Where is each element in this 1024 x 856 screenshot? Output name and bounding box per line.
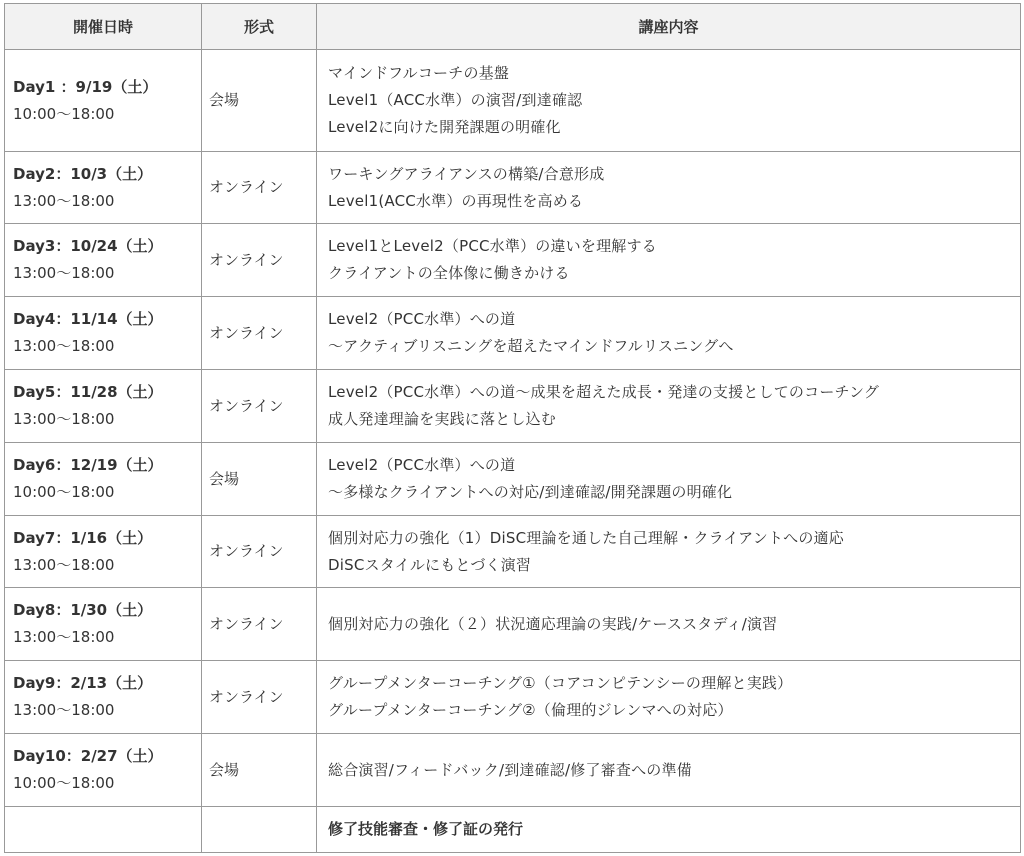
header-content: 講座内容: [317, 4, 1021, 50]
format-cell: オンライン: [202, 370, 317, 443]
day-label: Day2：10/3（土）: [13, 164, 153, 183]
format-cell: 会場: [202, 50, 317, 152]
format-cell: 会場: [202, 443, 317, 516]
session-time: 13:00〜18:00: [13, 337, 115, 355]
datetime-cell: [5, 152, 202, 224]
format-cell: オンライン: [202, 152, 317, 224]
content-cell: [317, 661, 1021, 734]
day-label: Day4：11/14（土）: [13, 310, 163, 328]
day-label: Day1 ：9/19（土）: [13, 77, 158, 96]
session-time: 10:00〜18:00: [13, 104, 115, 123]
datetime-cell: [5, 297, 202, 370]
datetime-cell: [5, 50, 202, 152]
format-cell: オンライン: [202, 588, 317, 661]
certification-text: 修了技能審査・修了証の発行: [328, 820, 524, 838]
content-cell: [317, 224, 1021, 297]
table-row: [5, 50, 1021, 152]
content-line: Level2に向けた開発課題の明確化: [328, 118, 561, 136]
content-line: グループメンターコーチング②（倫理的ジレンマへの対応）: [328, 701, 733, 719]
datetime-cell: [5, 224, 202, 297]
content-line: 成人発達理論を実践に落とし込む: [328, 410, 557, 428]
content-line: ワーキングアライアンスの構築/合意形成: [328, 164, 605, 183]
table-row: [5, 443, 1021, 516]
session-time: 13:00〜18:00: [13, 264, 115, 282]
format-cell: オンライン: [202, 224, 317, 297]
content-line: 個別対応力の強化（1）DiSC理論を通した自己理解・クライアントへの適応: [328, 528, 844, 547]
day-label: Day3：10/24（土）: [13, 237, 163, 255]
content-line: グループメンターコーチング①（コアコンピテンシーの理解と実践）: [328, 674, 793, 692]
day-label: Day5：11/28（土）: [13, 383, 163, 401]
session-time: 13:00〜18:00: [13, 701, 115, 719]
session-time: 10:00〜18:00: [13, 483, 115, 501]
format-cell: オンライン: [202, 661, 317, 734]
content-line: 〜アクティブリスニングを超えたマインドフルリスニングへ: [328, 337, 734, 355]
session-time: 10:00〜18:00: [13, 774, 115, 792]
table-row: [5, 370, 1021, 443]
content-line: Level1（ACC水準）の演習/到達確認: [328, 91, 583, 109]
content-line: Level1とLevel2（PCC水準）の違いを理解する: [328, 237, 657, 255]
format-cell: 会場: [202, 734, 317, 807]
content-line: Level1(ACC水準）の再現性を高める: [328, 191, 584, 210]
content-cell: [317, 516, 1021, 588]
footer-row: [5, 807, 1021, 853]
day-label: Day7：1/16（土）: [13, 528, 153, 547]
content-line: Level2（PCC水準）への道〜成果を超えた成長・発達の支援としてのコーチング: [328, 383, 880, 401]
content-line: マインドフルコーチの基盤: [328, 64, 510, 82]
table-row: [5, 588, 1021, 661]
datetime-cell: [5, 443, 202, 516]
schedule-table: [4, 3, 1021, 853]
datetime-cell: [5, 734, 202, 807]
content-line: Level2（PCC水準）への道: [328, 456, 516, 474]
table-header-row: [5, 4, 1021, 50]
datetime-cell: [5, 661, 202, 734]
content-cell: [317, 443, 1021, 516]
content-cell: [317, 370, 1021, 443]
content-cell: [317, 152, 1021, 224]
content-line: 総合演習/フィードバック/到達確認/修了審査への準備: [328, 760, 692, 779]
content-cell: [317, 734, 1021, 807]
table-row: [5, 152, 1021, 224]
datetime-cell: [5, 370, 202, 443]
header-format: 形式: [202, 4, 317, 50]
table-row: [5, 661, 1021, 734]
empty-cell: [5, 807, 202, 853]
format-cell: オンライン: [202, 297, 317, 370]
content-line: Level2（PCC水準）への道: [328, 310, 516, 328]
header-datetime: 開催日時: [5, 4, 202, 50]
content-line: 〜多様なクライアントへの対応/到達確認/開発課題の明確化: [328, 483, 733, 501]
content-cell: [317, 588, 1021, 661]
table-row: [5, 516, 1021, 588]
day-label: Day8：1/30（土）: [13, 601, 153, 619]
content-line: 個別対応力の強化（２）状況適応理論の実践/ケーススタディ/演習: [328, 614, 778, 633]
table-row: [5, 224, 1021, 297]
certification-cell: [317, 807, 1021, 853]
day-label: Day6：12/19（土）: [13, 456, 163, 474]
day-label: Day9：2/13（土）: [13, 674, 153, 692]
datetime-cell: [5, 588, 202, 661]
session-time: 13:00〜18:00: [13, 555, 115, 574]
content-line: クライアントの全体像に働きかける: [328, 264, 570, 282]
content-line: DiSCスタイルにもとづく演習: [328, 555, 532, 574]
datetime-cell: [5, 516, 202, 588]
session-time: 13:00〜18:00: [13, 191, 115, 210]
session-time: 13:00〜18:00: [13, 628, 115, 646]
table-row: [5, 297, 1021, 370]
content-cell: [317, 297, 1021, 370]
day-label: Day10：2/27（土）: [13, 747, 163, 765]
content-cell: [317, 50, 1021, 152]
table-row: [5, 734, 1021, 807]
session-time: 13:00〜18:00: [13, 410, 115, 428]
empty-cell: [202, 807, 317, 853]
format-cell: オンライン: [202, 516, 317, 588]
